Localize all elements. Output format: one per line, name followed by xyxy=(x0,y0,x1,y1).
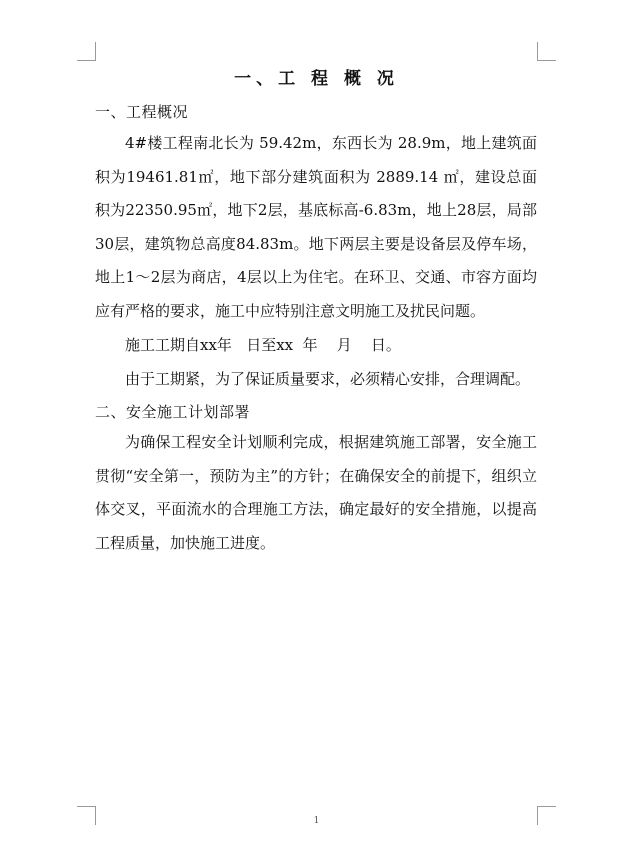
section-heading-safety: 二、安全施工计划部署 xyxy=(95,403,251,421)
page-number: 1 xyxy=(313,816,320,826)
section-heading-overview: 一、工程概况 xyxy=(95,103,189,121)
crop-mark-top-left xyxy=(77,42,96,61)
page-title: 一、工 程 概 况 xyxy=(234,69,399,89)
schedule-line: 施工工期自xx年 日至xx 年 月 日。 xyxy=(125,336,401,354)
safety-paragraph: 为确保工程安全计划顺利完成，根据建筑施工部署，安全施工贯彻“安全第一，预防为主”的方针；在确保安全的前提下，组织立体交叉，平面流水的合理施工方法，确定最好的安全措施，以提高工程质量，加快施工进度。 xyxy=(95,433,537,552)
overview-paragraph: 4#楼工程南北长为 59.42m，东西长为 28.9m，地上建筑面积为19461.81㎡，地下部分建筑面积为 2889.14 ㎡，建设总面积为22350.95㎡，地下2层，基底标高-6.83m，地上28层，局部30层，建筑物总高度84.83m。地下两层主要是设备层及停车场，地上1～2层为商店，4层以上为住宅。在环卫、交通、市容方面均应有严格的要求，施工中应特别注意文明施工及扰民问题。 xyxy=(95,134,537,320)
crop-mark-top-right xyxy=(537,42,556,61)
quality-line: 由于工期紧，为了保证质量要求，必须精心安排，合理调配。 xyxy=(125,370,531,388)
